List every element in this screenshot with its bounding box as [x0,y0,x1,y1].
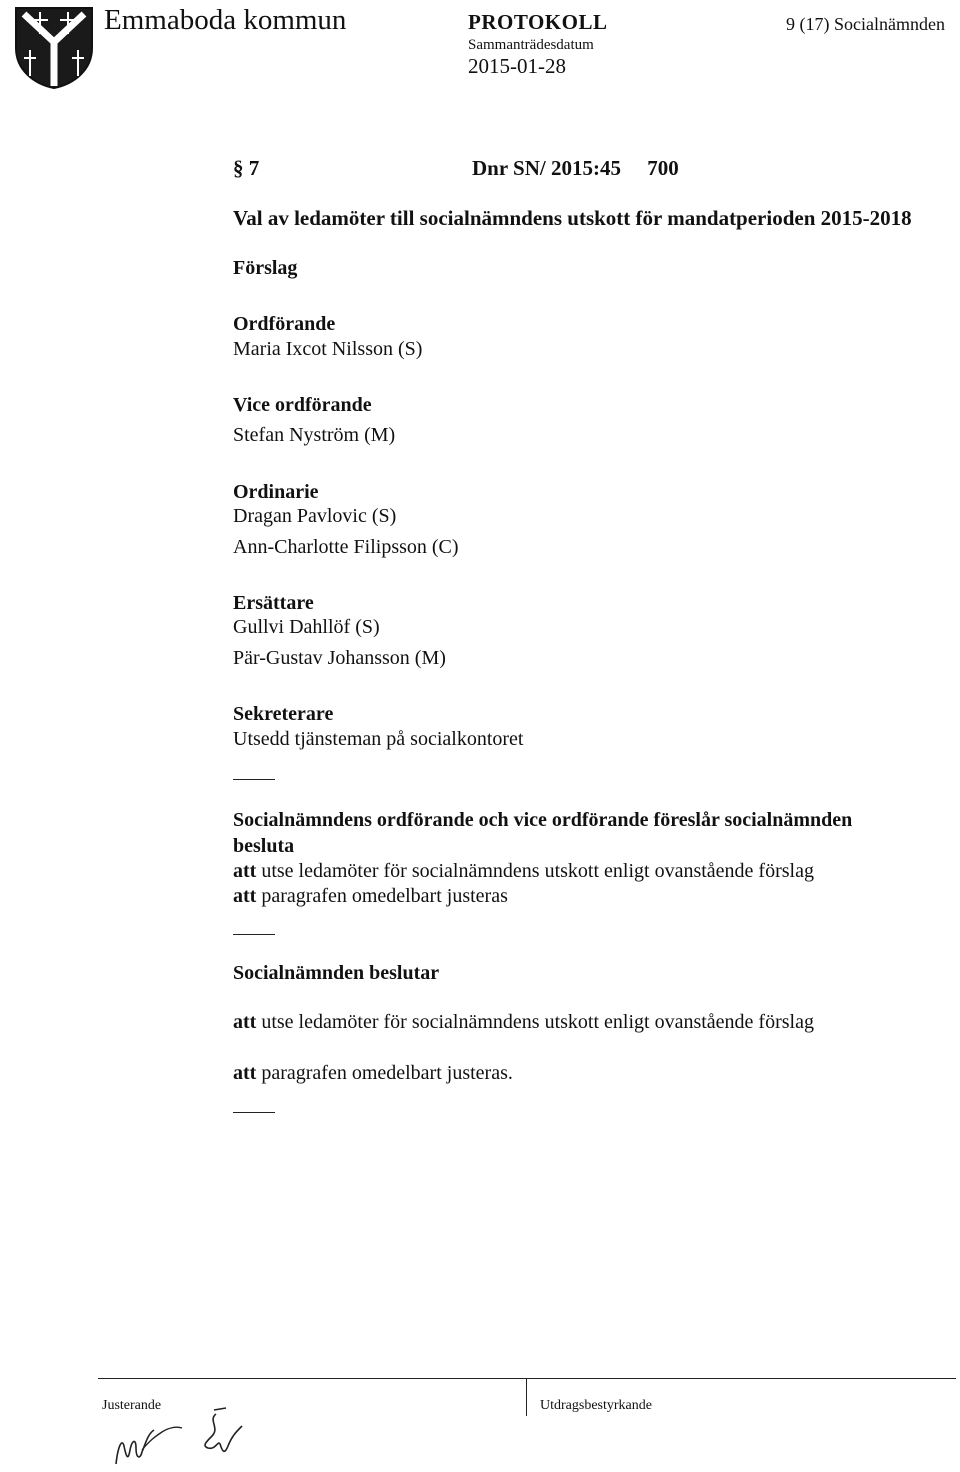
separator-rule [233,779,275,780]
separator-rule [233,1112,275,1113]
proposal-item-text: utse ledamöter för socialnämndens utskott enligt ovanstående förslag [261,860,814,882]
role-title: Sekreterare [233,703,334,725]
att-keyword: att [233,885,257,907]
role-member: Ann-Charlotte Filipsson (C) [233,536,459,558]
signature-mv [112,1416,198,1468]
utdragsbestyrkande-label: Utdragsbestyrkande [540,1398,652,1413]
coat-of-arms-icon [10,4,98,90]
role-member: Maria Ixcot Nilsson (S) [233,338,423,360]
role-title: Ordförande [233,313,336,335]
meeting-date-label: Sammanträdesdatum [468,37,594,53]
justerande-label: Justerande [102,1398,162,1413]
decision-item-text: utse ledamöter för socialnämndens utskott enligt ovanstående förslag [261,1011,814,1033]
proposal-heading: Förslag [233,257,298,279]
signature-sn [198,1406,250,1464]
paragraph-number: § 7 [233,156,260,180]
case-number: Dnr SN/ 2015:45 700 [472,156,679,180]
document-type: PROTOKOLL [468,10,608,34]
proposal-item-text: paragrafen omedelbart justeras [261,885,508,907]
proposal-item [233,885,508,908]
proposal-text: Socialnämndens ordförande och vice ordförande föreslår socialnämnden [233,809,853,831]
role-title: Ordinarie [233,481,319,503]
page-info: 9 (17) Socialnämnden [786,14,945,34]
role-member: Gullvi Dahllöf (S) [233,616,380,638]
proposal-item [233,860,814,883]
decision-item-text: paragrafen omedelbart justeras. [261,1062,513,1084]
footer-divider [526,1378,527,1416]
decision-item [233,1062,513,1085]
att-keyword: att [233,1011,257,1033]
role-member: Utsedd tjänsteman på socialkontoret [233,728,524,750]
att-keyword: att [233,1062,257,1084]
role-member: Pär-Gustav Johansson (M) [233,647,446,669]
role-title: Ersättare [233,592,314,614]
proposal-text-continued: besluta [233,835,295,857]
footer-rule [98,1378,956,1379]
decision-heading: Socialnämnden beslutar [233,962,440,984]
decision-item [233,1011,814,1034]
role-member: Dragan Pavlovic (S) [233,505,397,527]
separator-rule [233,934,275,935]
section-title: Val av ledamöter till socialnämndens utskott för mandatperioden 2015-2018 [233,206,912,230]
meeting-date: 2015-01-28 [468,54,566,78]
role-title: Vice ordförande [233,394,372,416]
organization-name: Emmaboda kommun [104,4,347,36]
att-keyword: att [233,860,257,882]
role-member: Stefan Nyström (M) [233,424,396,446]
